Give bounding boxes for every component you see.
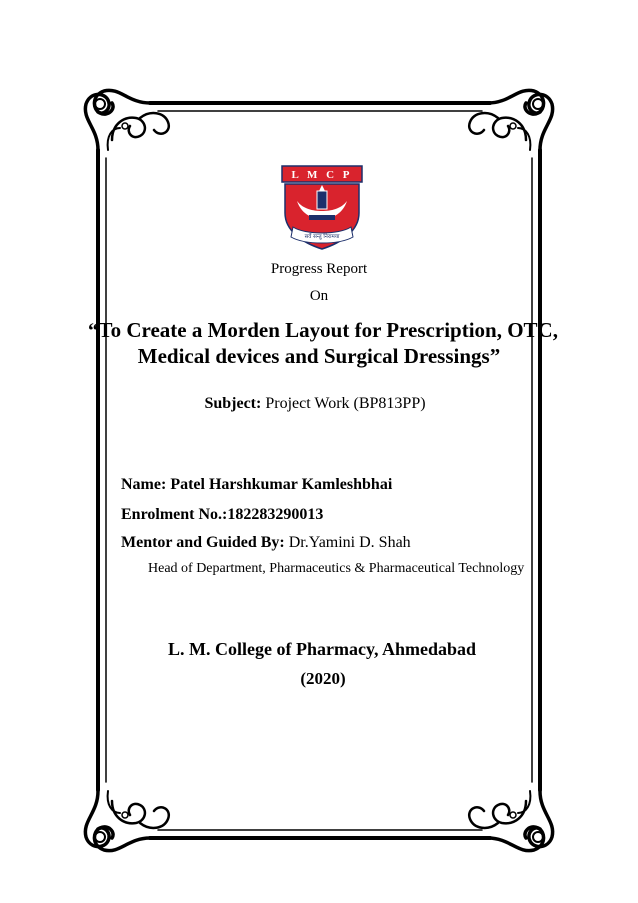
enrolment-label: Enrolment No.: — [121, 506, 228, 523]
report-on-label: On — [309, 288, 329, 304]
report-year: (2020) — [300, 669, 346, 688]
corner-ornament-bottom-right — [469, 791, 552, 851]
corner-ornament-bottom-left — [85, 791, 168, 851]
mentor-designation: Head of Department, Pharmaceutics & Pharmaceutical Technology — [148, 561, 525, 576]
logo-motto: सर्वे सन्तु निरामया — [304, 234, 340, 240]
subject-label: Subject: — [204, 395, 262, 412]
subject-value: Project Work (BP813PP) — [265, 395, 426, 412]
report-title-line-2: Medical devices and Surgical Dressings” — [137, 344, 501, 368]
lmcp-college-logo — [281, 165, 363, 250]
college-name: L. M. College of Pharmacy, Ahmedabad — [168, 639, 476, 659]
name-value: Patel Harshkumar Kamleshbhai — [170, 476, 393, 493]
mentor-label: Mentor and Guided By: — [121, 534, 285, 551]
corner-ornament-top-right — [469, 90, 552, 150]
corner-ornament-top-left — [85, 90, 168, 150]
report-title-line-1: “To Create a Morden Layout for Prescription, OTC, — [88, 318, 558, 342]
subject-line — [0, 395, 634, 413]
mentor-value: Dr.Yamini D. Shah — [288, 534, 411, 551]
student-name-line — [121, 476, 392, 494]
mentor-line — [121, 534, 411, 552]
name-label: Name: — [121, 476, 167, 493]
report-type-label: Progress Report — [270, 261, 368, 277]
enrolment-value: 182283290013 — [227, 506, 324, 523]
logo-banner-text: L M C P — [291, 169, 353, 181]
enrolment-line — [121, 506, 323, 524]
